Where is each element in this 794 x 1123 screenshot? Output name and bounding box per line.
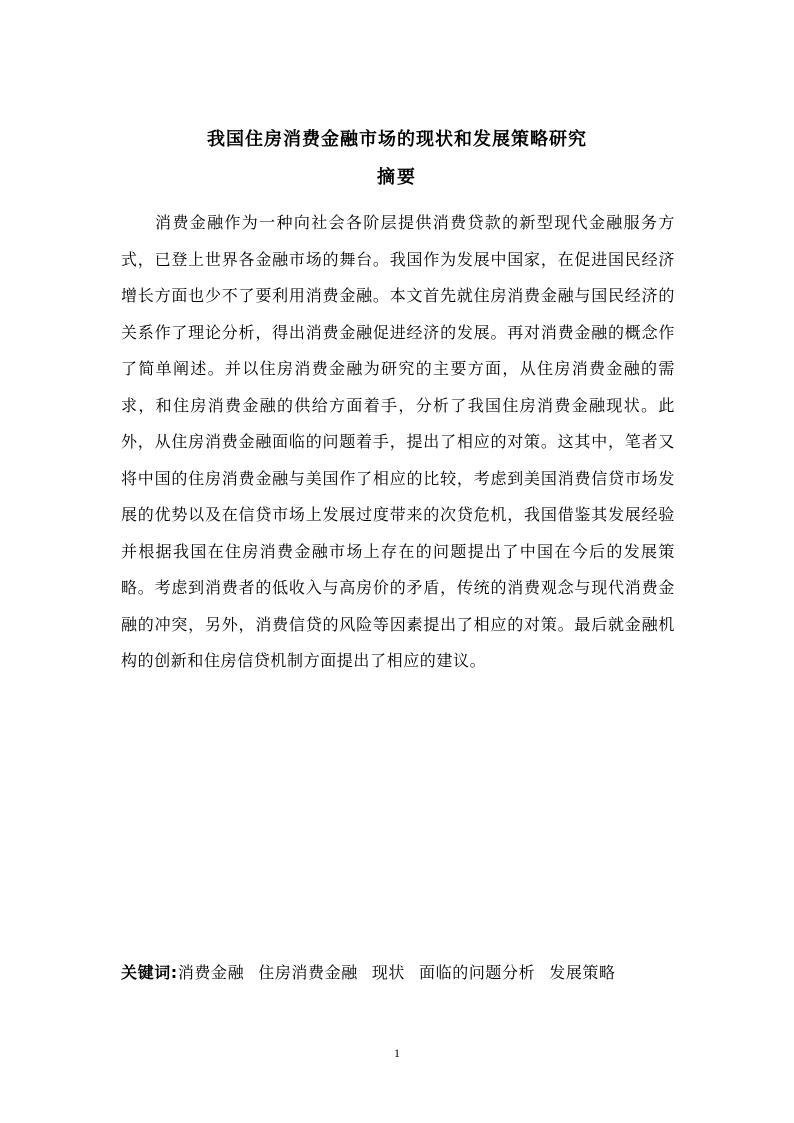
keywords-line xyxy=(121,955,675,991)
keyword-item: 消费金融 xyxy=(177,963,245,982)
document-title: 我国住房消费金融市场的现状和发展策略研究 xyxy=(207,129,587,150)
keyword-item: 现状 xyxy=(371,963,406,982)
keyword-item: 住房消费金融 xyxy=(258,963,358,982)
keywords-label: 关键词: xyxy=(121,963,178,982)
keyword-item: 发展策略 xyxy=(549,963,616,982)
abstract-paragraph: 消费金融作为一种向社会各阶层提供消费贷款的新型现代金融服务方式，已登上世界各金融市场的舞台。我国作为发展中国家，在促进国民经济增长方面也少不了要利用消费金融。本文首先就住房消费金融与国民经济的关系作了理论分析，得出消费金融促进经济的发展。再对消费金融的概念作了简单阐述。并以住房消费金融为研究的主要方面，从住房消费金融的需求，和住房消费金融的供给方面着手，分析了我国住房消费金融现状。此外，从住房消费金融面临的问题着手，提出了相应的对策。这其中，笔者又将中国的住房消费金融与美国作了相应的比较，考虑到美国消费信贷市场发展的优势以及在信贷市场上发展过度带来的次贷危机，我国借鉴其发展经验并根据我国在住房消费金融市场上存在的问题提出了中国在今后的发展策略。考虑到消费者的低收入与高房价的矛盾，传统的消费观念与现代消费金融的冲突，另外，消费信贷的风险等因素提出了相应的对策。最后就金融机构的创新和住房信贷机制方面提出了相应的建议。 xyxy=(121,213,675,670)
abstract-heading: 摘要 xyxy=(377,167,417,188)
page-number: 1 xyxy=(394,1046,400,1060)
keyword-item: 面临的问题分析 xyxy=(419,963,536,982)
